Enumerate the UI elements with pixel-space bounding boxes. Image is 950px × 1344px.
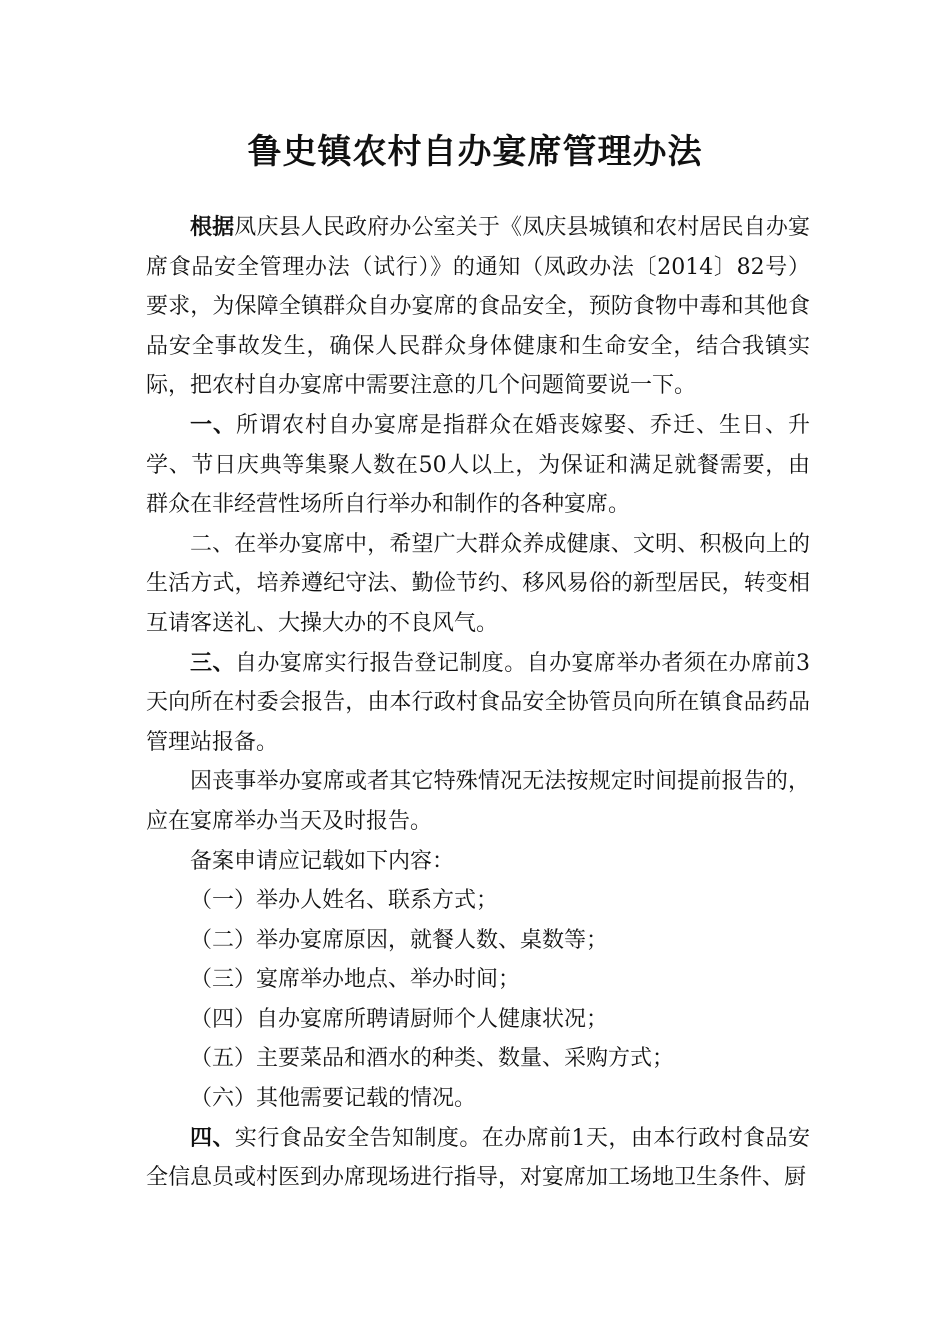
funeral-paragraph: 因丧事举办宴席或者其它特殊情况无法按规定时间提前报告的，应在宴席举办当天及时报告。 — [146, 769, 810, 834]
list-item: （四）自办宴席所聘请厨师个人健康状况； — [190, 1006, 609, 1032]
list-item: （三）宴席举办地点、举办时间； — [190, 967, 521, 993]
section-3-text: 自办宴席实行报告登记制度。自办宴席举办者须在办席前3天向所在村委会报告，由本行政村食品安全协管员向所在镇食品药品管理站报备。 — [146, 650, 810, 755]
document-title: 鲁史镇农村自办宴席管理办法 — [247, 132, 703, 172]
section-2-paragraph: 二、在举办宴席中，希望广大群众养成健康、文明、积极向上的生活方式，培养遵纪守法、勤俭节约、移风易俗的新型居民，转变相互请客送礼、大操大办的不良风气。 — [146, 531, 810, 636]
intro-text: 凤庆县人民政府办公室关于《凤庆县城镇和农村居民自办宴席食品安全管理办法（试行）》的通知（凤政办法〔2014〕82号）要求，为保障全镇群众自办宴席的食品安全，预防食物中毒和其他食品安全事故发生，确保人民群众身体健康和生命安全，结合我镇实际，把农村自办宴席中需要注意的几个问题简要说一下。 — [146, 215, 811, 399]
list-item: （一）举办人姓名、联系方式； — [190, 888, 499, 914]
section-4-paragraph — [146, 1119, 810, 1198]
record-paragraph: 备案申请应记载如下内容： — [190, 848, 455, 874]
document-body — [146, 208, 810, 1198]
list-item: （二）举办宴席原因，就餐人数、桌数等； — [190, 927, 609, 953]
section-4-lead: 四、 — [190, 1124, 235, 1151]
section-3-lead: 三、 — [190, 649, 235, 676]
section-1-text: 所谓农村自办宴席是指群众在婚丧嫁娶、乔迁、生日、升学、节日庆典等集聚人数在50人以上，为保证和满足就餐需要，由群众在非经营性场所自行举办和制作的各种宴席。 — [146, 412, 810, 518]
section-1-paragraph — [146, 406, 810, 525]
list-item: （六）其他需要记载的情况。 — [190, 1086, 477, 1112]
list-item: （五）主要菜品和酒水的种类、数量、采购方式； — [190, 1046, 675, 1072]
intro-paragraph — [146, 208, 810, 406]
section-3-paragraph — [146, 644, 810, 763]
section-1-lead: 一、 — [190, 411, 236, 438]
section-4-text: 实行食品安全告知制度。在办席前1天，由本行政村食品安全信息员或村医到办席现场进行指导，对宴席加工场地卫生条件、厨 — [146, 1125, 810, 1191]
intro-lead: 根据 — [190, 214, 235, 240]
